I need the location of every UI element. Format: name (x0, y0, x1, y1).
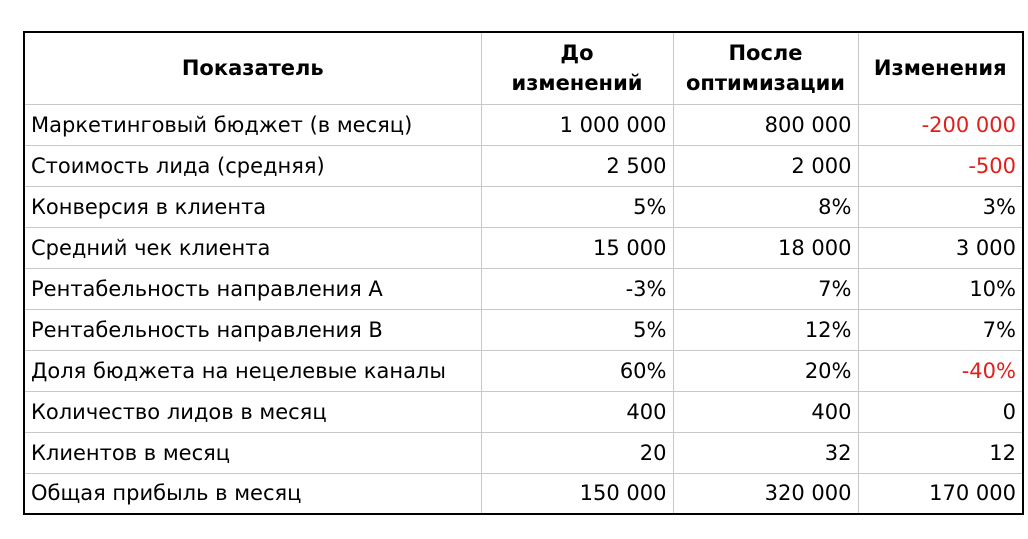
after-cell: 18 000 (673, 227, 858, 268)
table-row (24, 227, 1023, 268)
before-cell: 15 000 (481, 227, 673, 268)
metric-cell: Рентабельность направления B (24, 309, 481, 350)
metric-cell: Средний чек клиента (24, 227, 481, 268)
change-cell: 7% (858, 309, 1023, 350)
change-cell: 12 (858, 432, 1023, 473)
change-cell: -500 (858, 145, 1023, 186)
after-cell: 8% (673, 186, 858, 227)
table-row (24, 473, 1023, 514)
after-cell: 20% (673, 350, 858, 391)
after-cell: 7% (673, 268, 858, 309)
after-cell: 400 (673, 391, 858, 432)
after-cell: 32 (673, 432, 858, 473)
table-row (24, 104, 1023, 145)
before-cell: 20 (481, 432, 673, 473)
header-row (24, 32, 1023, 104)
before-cell: 2 500 (481, 145, 673, 186)
after-cell: 320 000 (673, 473, 858, 514)
before-cell: 150 000 (481, 473, 673, 514)
before-cell: -3% (481, 268, 673, 309)
change-cell: -40% (858, 350, 1023, 391)
header-metric-label: Показатель (181, 56, 324, 81)
header-after-line1: После (728, 41, 803, 66)
header-after (673, 32, 858, 104)
metric-cell: Количество лидов в месяц (24, 391, 481, 432)
table-row (24, 309, 1023, 350)
table-row (24, 391, 1023, 432)
table-row (24, 145, 1023, 186)
after-cell: 800 000 (673, 104, 858, 145)
header-before-line1: До (560, 41, 594, 66)
header-change (858, 32, 1023, 104)
table-row (24, 432, 1023, 473)
metric-cell: Конверсия в клиента (24, 186, 481, 227)
header-after-line2: оптимизации (685, 71, 846, 96)
before-cell: 400 (481, 391, 673, 432)
change-cell: 3 000 (858, 227, 1023, 268)
change-cell: -200 000 (858, 104, 1023, 145)
change-cell: 3% (858, 186, 1023, 227)
change-cell: 170 000 (858, 473, 1023, 514)
after-cell: 12% (673, 309, 858, 350)
change-cell: 0 (858, 391, 1023, 432)
header-before (481, 32, 673, 104)
after-cell: 2 000 (673, 145, 858, 186)
comparison-table (23, 31, 1024, 515)
table-row (24, 350, 1023, 391)
header-change-label: Изменения (873, 56, 1007, 81)
before-cell: 5% (481, 186, 673, 227)
before-cell: 60% (481, 350, 673, 391)
metric-cell: Рентабельность направления A (24, 268, 481, 309)
header-before-line2: изменений (511, 71, 643, 96)
metric-cell: Доля бюджета на нецелевые каналы (24, 350, 481, 391)
metric-cell: Маркетинговый бюджет (в месяц) (24, 104, 481, 145)
metric-cell: Стоимость лида (средняя) (24, 145, 481, 186)
table-row (24, 186, 1023, 227)
metric-cell: Общая прибыль в месяц (24, 473, 481, 514)
change-cell: 10% (858, 268, 1023, 309)
table-row (24, 268, 1023, 309)
header-metric (24, 32, 481, 104)
before-cell: 5% (481, 309, 673, 350)
metric-cell: Клиентов в месяц (24, 432, 481, 473)
before-cell: 1 000 000 (481, 104, 673, 145)
